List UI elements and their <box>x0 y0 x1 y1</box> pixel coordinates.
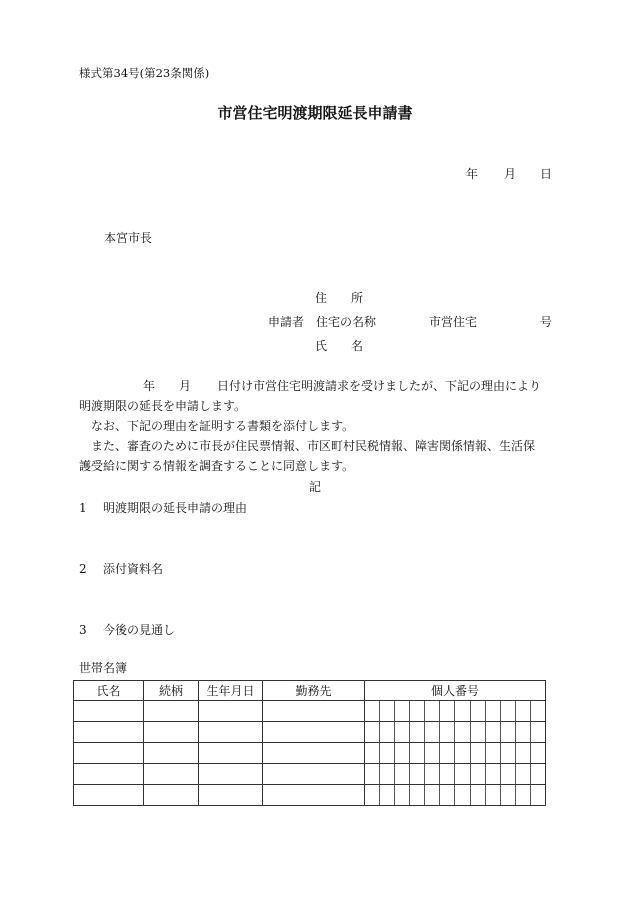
my-number-digit-box[interactable] <box>515 743 530 763</box>
my-number-digit-box[interactable] <box>454 701 469 721</box>
body-line-3: なお、下記の理由を証明する書類を添付します。 <box>91 419 355 433</box>
my-number-digit-box[interactable] <box>379 764 394 784</box>
my-number-digit-grid <box>365 722 545 742</box>
my-number-digit-box[interactable] <box>439 764 454 784</box>
my-number-digit-box[interactable] <box>379 785 394 805</box>
my-number-cell[interactable] <box>365 701 546 722</box>
birthdate-cell[interactable] <box>199 785 263 806</box>
household-register-table <box>73 680 546 806</box>
my-number-digit-box[interactable] <box>470 722 485 742</box>
my-number-digit-box[interactable] <box>439 701 454 721</box>
my-number-digit-grid <box>365 701 545 721</box>
my-number-digit-box[interactable] <box>470 764 485 784</box>
body-year: 年 <box>143 379 156 393</box>
my-number-digit-box[interactable] <box>470 743 485 763</box>
body-line-5: 護受給に関する情報を調査することに同意します。 <box>79 459 355 473</box>
table-header-row <box>74 681 546 701</box>
my-number-digit-box[interactable] <box>394 785 409 805</box>
my-number-digit-box[interactable] <box>379 722 394 742</box>
workplace-cell[interactable] <box>263 722 365 743</box>
my-number-digit-box[interactable] <box>454 722 469 742</box>
my-number-cell[interactable] <box>365 764 546 785</box>
my-number-digit-box[interactable] <box>409 785 424 805</box>
workplace-cell[interactable] <box>263 743 365 764</box>
my-number-digit-box[interactable] <box>409 722 424 742</box>
my-number-digit-box[interactable] <box>470 701 485 721</box>
my-number-digit-box[interactable] <box>424 743 439 763</box>
section-2-label: 添付資料名 <box>103 562 164 576</box>
my-number-digit-box[interactable] <box>500 722 515 742</box>
col-header-name: 氏名 <box>74 681 144 701</box>
my-number-digit-box[interactable] <box>454 764 469 784</box>
relation-cell[interactable] <box>144 764 199 785</box>
section-1-number: 1 <box>79 501 87 515</box>
section-2 <box>79 563 163 575</box>
my-number-digit-box[interactable] <box>409 764 424 784</box>
my-number-digit-grid <box>365 743 545 763</box>
name-cell[interactable] <box>74 722 144 743</box>
my-number-digit-box[interactable] <box>515 785 530 805</box>
my-number-digit-box[interactable] <box>394 764 409 784</box>
my-number-digit-box[interactable] <box>424 785 439 805</box>
body-line-2: 明渡期限の延長を申請します。 <box>79 399 247 413</box>
birthdate-cell[interactable] <box>199 743 263 764</box>
my-number-cell[interactable] <box>365 785 546 806</box>
my-number-digit-box[interactable] <box>500 701 515 721</box>
my-number-digit-box[interactable] <box>365 701 379 721</box>
my-number-digit-box[interactable] <box>485 701 500 721</box>
section-1-label: 明渡期限の延長申請の理由 <box>103 501 248 515</box>
ki-heading: 記 <box>309 480 322 494</box>
my-number-digit-box[interactable] <box>365 722 379 742</box>
my-number-digit-box[interactable] <box>515 701 530 721</box>
my-number-digit-box[interactable] <box>485 722 500 742</box>
my-number-digit-box[interactable] <box>365 785 379 805</box>
applicant-label: 申請者 <box>268 315 305 329</box>
my-number-digit-box[interactable] <box>424 764 439 784</box>
section-2-number: 2 <box>79 562 87 576</box>
table-row <box>74 785 546 806</box>
my-number-digit-box[interactable] <box>394 701 409 721</box>
my-number-digit-box[interactable] <box>515 722 530 742</box>
my-number-digit-box[interactable] <box>485 785 500 805</box>
section-3-label: 今後の見通し <box>103 623 176 637</box>
table-row <box>74 743 546 764</box>
my-number-digit-box[interactable] <box>530 785 545 805</box>
birthdate-cell[interactable] <box>199 764 263 785</box>
body-month: 月 <box>179 379 192 393</box>
my-number-digit-box[interactable] <box>500 785 515 805</box>
my-number-digit-grid <box>365 764 545 784</box>
my-number-digit-box[interactable] <box>409 743 424 763</box>
my-number-digit-box[interactable] <box>424 701 439 721</box>
my-number-digit-box[interactable] <box>485 743 500 763</box>
my-number-digit-box[interactable] <box>530 722 545 742</box>
my-number-digit-box[interactable] <box>379 743 394 763</box>
house-name-label: 住宅の名称 <box>316 315 377 329</box>
table-row <box>74 701 546 722</box>
table-row <box>74 764 546 785</box>
addressee: 本宮市長 <box>104 231 153 245</box>
name-cell[interactable] <box>74 764 144 785</box>
col-header-workplace: 勤務先 <box>263 681 365 701</box>
my-number-digit-box[interactable] <box>515 764 530 784</box>
date-month-label: 月 <box>504 167 517 181</box>
workplace-cell[interactable] <box>263 764 365 785</box>
my-number-digit-box[interactable] <box>500 743 515 763</box>
house-number-suffix: 号 <box>540 315 553 329</box>
my-number-digit-box[interactable] <box>530 764 545 784</box>
name-cell[interactable] <box>74 701 144 722</box>
my-number-digit-box[interactable] <box>394 722 409 742</box>
my-number-digit-box[interactable] <box>530 743 545 763</box>
my-number-digit-box[interactable] <box>454 743 469 763</box>
date-day-label: 日 <box>540 167 553 181</box>
my-number-digit-box[interactable] <box>485 764 500 784</box>
my-number-digit-box[interactable] <box>394 743 409 763</box>
my-number-digit-box[interactable] <box>439 722 454 742</box>
relation-cell[interactable] <box>144 722 199 743</box>
relation-cell[interactable] <box>144 743 199 764</box>
my-number-digit-box[interactable] <box>409 701 424 721</box>
my-number-digit-box[interactable] <box>439 743 454 763</box>
household-caption: 世帯名簿 <box>79 661 128 675</box>
col-header-my-number: 個人番号 <box>365 681 546 701</box>
name-label: 氏 名 <box>315 339 364 353</box>
section-3-number: 3 <box>79 623 87 637</box>
name-cell[interactable] <box>74 743 144 764</box>
my-number-digit-box[interactable] <box>454 785 469 805</box>
municipal-housing-label: 市営住宅 <box>429 315 478 329</box>
workplace-cell[interactable] <box>263 785 365 806</box>
my-number-cell[interactable] <box>365 722 546 743</box>
my-number-digit-box[interactable] <box>470 785 485 805</box>
relation-cell[interactable] <box>144 701 199 722</box>
body-line-1: 日付け市営住宅明渡請求を受けましたが、下記の理由により <box>217 379 542 393</box>
workplace-cell[interactable] <box>263 701 365 722</box>
my-number-digit-grid <box>365 785 545 805</box>
relation-cell[interactable] <box>144 785 199 806</box>
my-number-digit-box[interactable] <box>424 722 439 742</box>
col-header-birthdate: 生年月日 <box>199 681 263 701</box>
my-number-digit-box[interactable] <box>379 701 394 721</box>
date-year-label: 年 <box>466 167 479 181</box>
section-1 <box>79 502 247 514</box>
address-label: 住 所 <box>315 291 364 305</box>
my-number-digit-box[interactable] <box>365 743 379 763</box>
my-number-cell[interactable] <box>365 743 546 764</box>
name-cell[interactable] <box>74 785 144 806</box>
col-header-relation: 続柄 <box>144 681 199 701</box>
document-title: 市営住宅明渡期限延長申請書 <box>217 104 413 122</box>
my-number-digit-box[interactable] <box>530 701 545 721</box>
table-row <box>74 722 546 743</box>
birthdate-cell[interactable] <box>199 701 263 722</box>
form-number: 様式第34号(第23条関係) <box>79 66 210 80</box>
birthdate-cell[interactable] <box>199 722 263 743</box>
my-number-digit-box[interactable] <box>500 764 515 784</box>
my-number-digit-box[interactable] <box>439 785 454 805</box>
my-number-digit-box[interactable] <box>365 764 379 784</box>
section-3 <box>79 624 175 636</box>
body-line-4: また、審査のために市長が住民票情報、市区町村民税情報、障害関係情報、生活保 <box>91 439 536 453</box>
